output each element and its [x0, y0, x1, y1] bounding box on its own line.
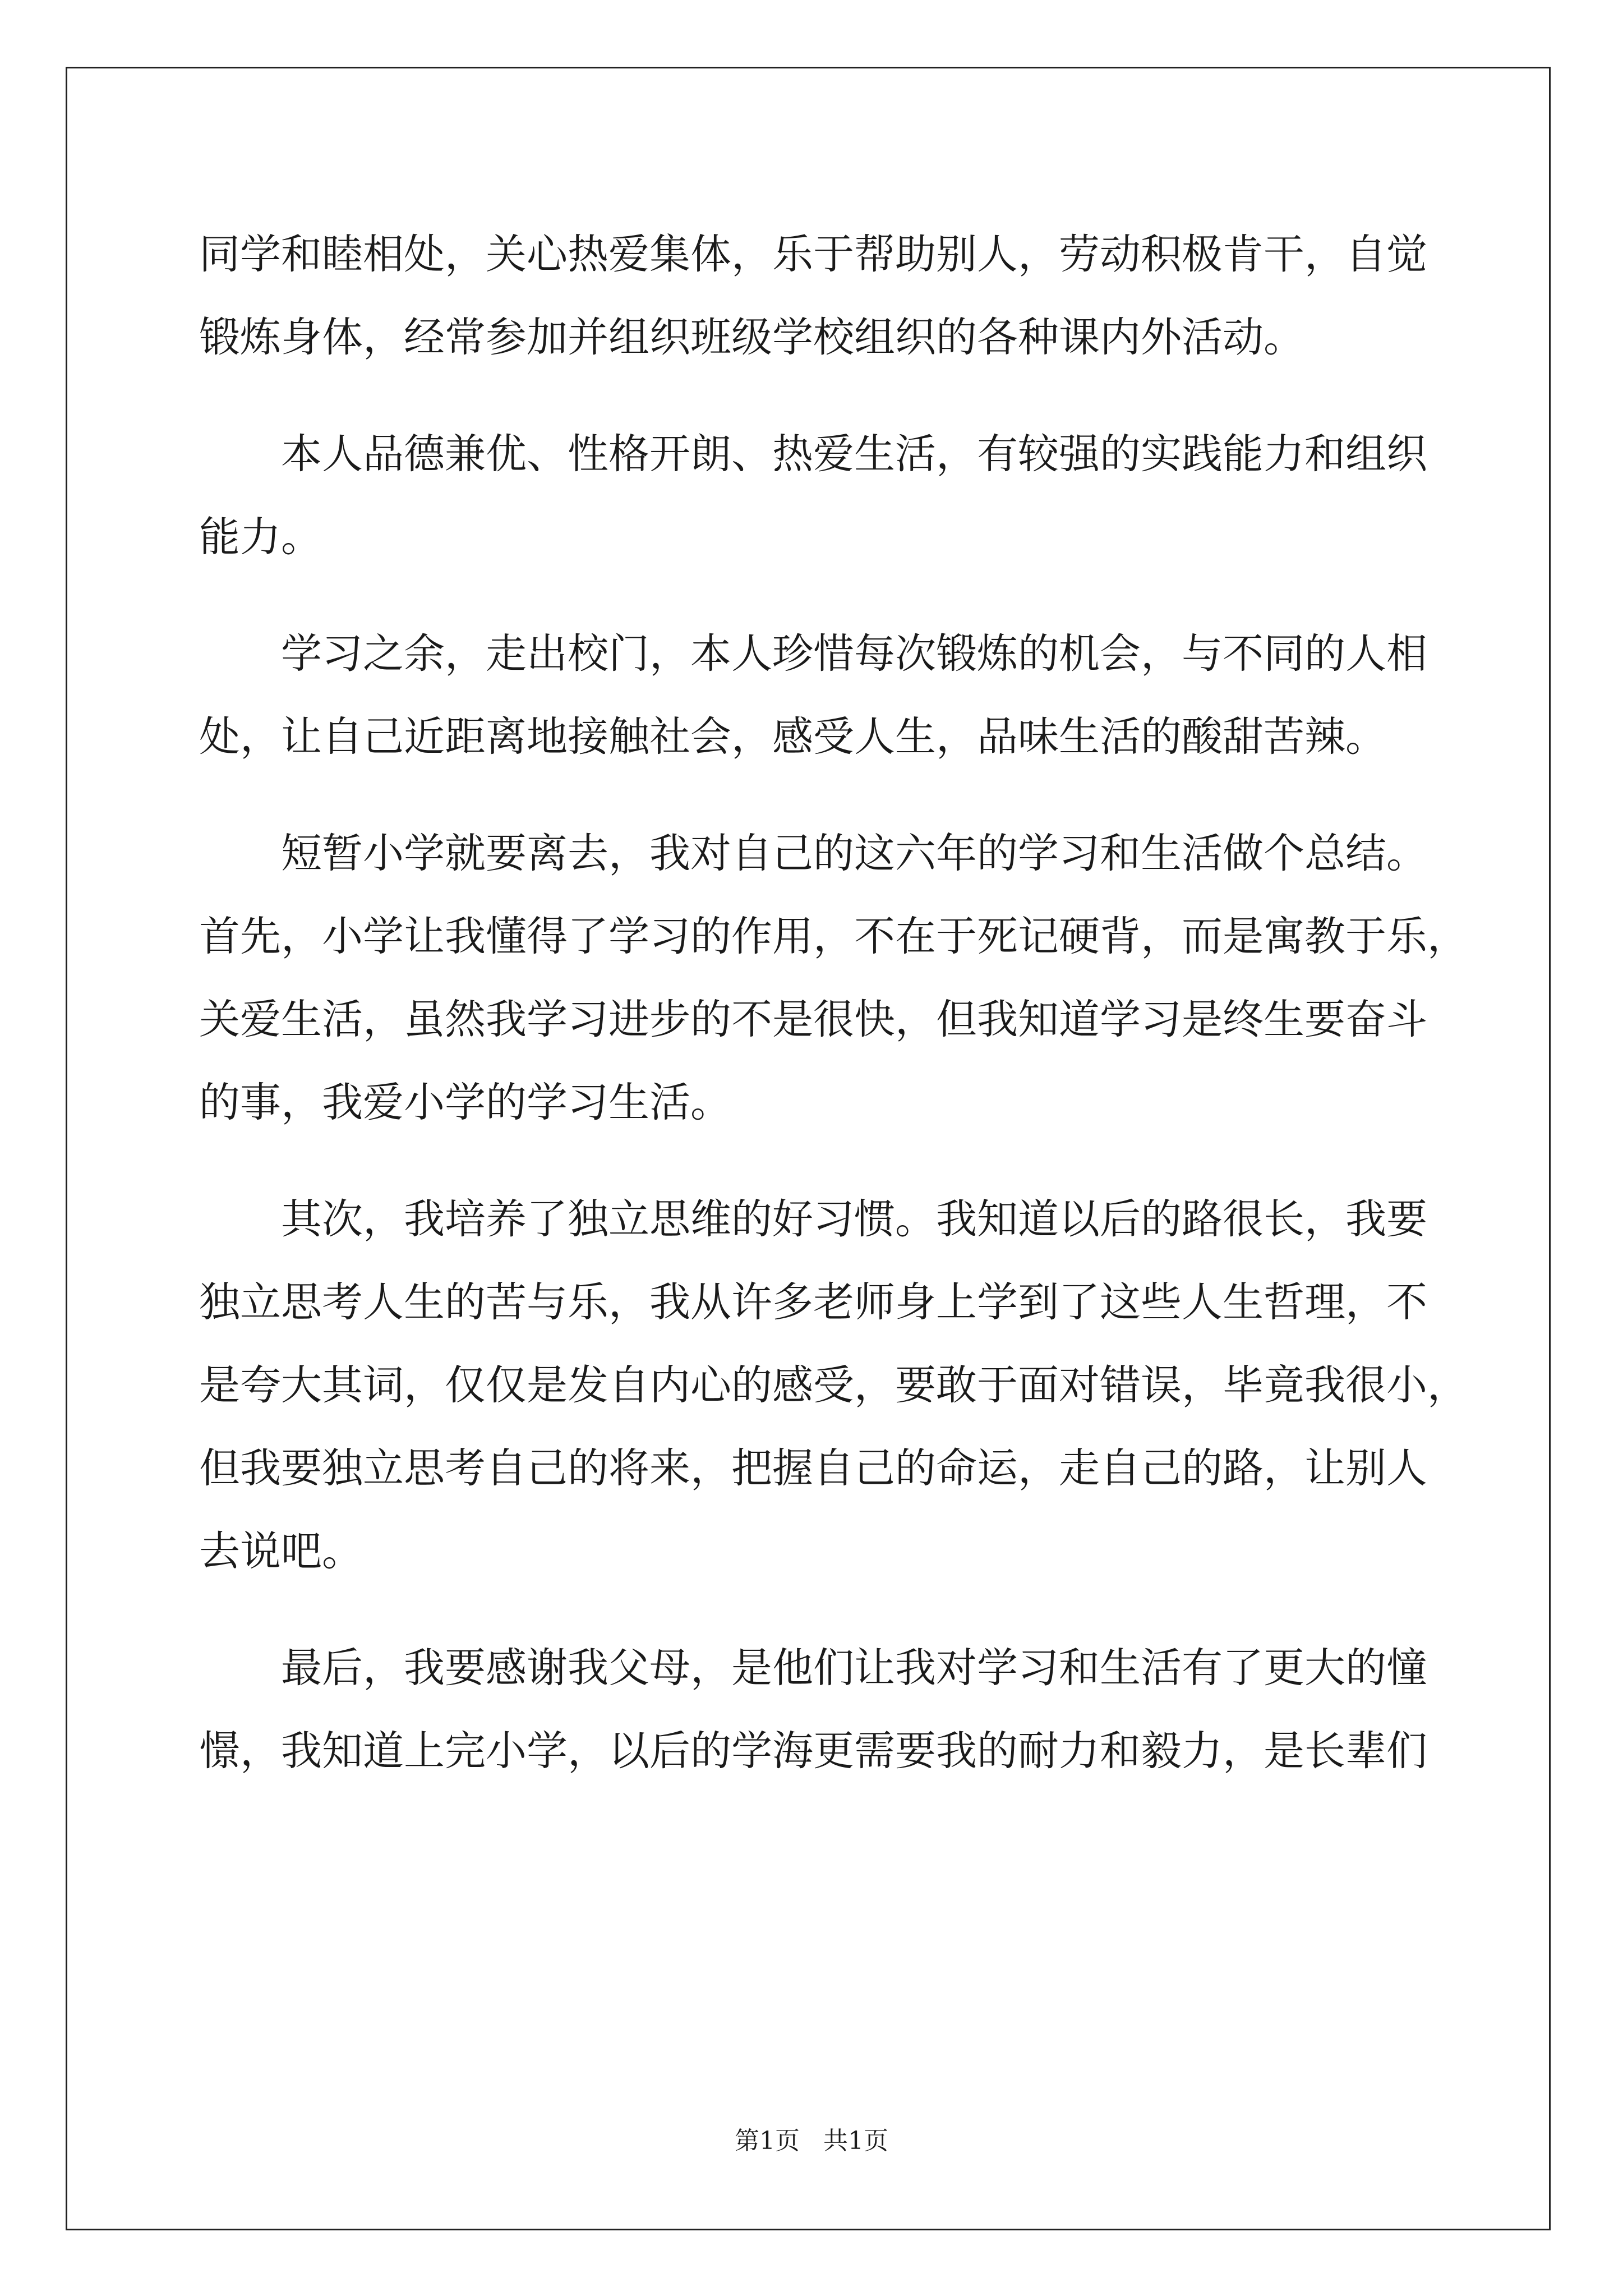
- paragraph-5: [199, 1178, 1468, 1593]
- text-line: 是夸大其词，仅仅是发自内心的感受，要敢于面对错误，毕竟我很小，: [199, 1361, 1468, 1409]
- text-line: 同学和睦相处，关心热爱集体，乐于帮助别人，劳动积极肯干，自觉: [199, 231, 1427, 278]
- text-line: 关爱生活，虽然我学习进步的不是很快，但我知道学习是终生要奋斗: [199, 996, 1427, 1043]
- text-line: 处，让自己近距离地接触社会，感受人生，品味生活的酸甜苦辣。: [199, 713, 1386, 761]
- paragraph-1: [199, 213, 1427, 379]
- text-line: 但我要独立思考自己的将来，把握自己的命运，走自己的路，让别人: [199, 1444, 1427, 1492]
- text-line: 能力。: [199, 513, 322, 561]
- text-line: 本人品德兼优、性格开朗、热爱生活，有较强的实践能力和组织: [281, 430, 1427, 478]
- page-total: 共1页: [823, 2127, 888, 2155]
- page-number: 第1页: [735, 2127, 800, 2155]
- paragraph-6: [199, 1627, 1427, 1793]
- paragraph-2: [199, 413, 1427, 579]
- text-line: 其次，我培养了独立思维的好习惯。我知道以后的路很长，我要: [281, 1195, 1427, 1243]
- text-line: 短暂小学就要离去，我对自己的这六年的学习和生活做个总结。: [281, 830, 1427, 877]
- text-line: 最后，我要感谢我父母，是他们让我对学习和生活有了更大的憧: [281, 1644, 1427, 1692]
- text-line: 去说吧。: [199, 1527, 363, 1575]
- text-line: 学习之余，走出校门，本人珍惜每次锻炼的机会，与不同的人相: [281, 630, 1427, 678]
- text-line: 独立思考人生的苦与乐，我从许多老师身上学到了这些人生哲理，不: [199, 1278, 1427, 1326]
- text-line: 首先，小学让我懂得了学习的作用，不在于死记硬背，而是寓教于乐，: [199, 913, 1468, 960]
- text-line: 憬，我知道上完小学，以后的学海更需要我的耐力和毅力，是长辈们: [199, 1727, 1427, 1775]
- text-line: 的事，我爱小学的学习生活。: [199, 1079, 731, 1126]
- document-body: [199, 213, 1468, 1826]
- paragraph-3: [199, 613, 1427, 779]
- paragraph-4: [199, 812, 1468, 1144]
- text-line: 锻炼身体，经常参加并组织班级学校组织的各种课内外活动。: [199, 314, 1304, 361]
- page-footer: [0, 2120, 1623, 2156]
